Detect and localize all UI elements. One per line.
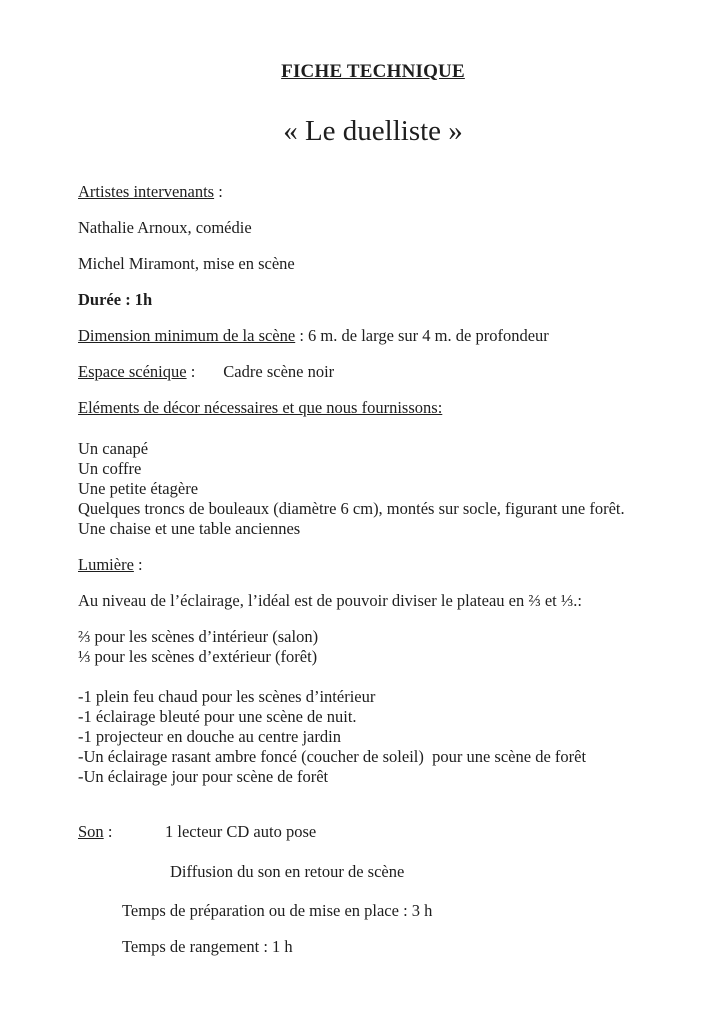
lumiere-label: Lumière xyxy=(78,555,134,574)
son-label-cell xyxy=(78,822,165,842)
espace-value: Cadre scène noir xyxy=(223,362,335,381)
lumiere-item: -Un éclairage rasant ambre foncé (coucher de soleil) pour une scène de forêt xyxy=(78,747,587,766)
espace-label: Espace scénique xyxy=(78,362,187,381)
lumiere-split-line: ⅔ pour les scènes d’intérieur (salon) xyxy=(78,627,319,646)
decor-item: Un canapé xyxy=(78,439,149,458)
decor-heading-line xyxy=(78,398,668,418)
decor-list xyxy=(78,439,668,539)
decor-item: Une chaise et une table anciennes xyxy=(78,519,301,538)
duration-line: Durée : 1h xyxy=(78,290,153,309)
lumiere-colon: : xyxy=(133,555,143,574)
son-colon: : xyxy=(103,822,113,841)
decor-heading: Eléments de décor nécessaires et que nous fournissons: xyxy=(78,398,443,417)
lumiere-item: -1 projecteur en douche au centre jardin xyxy=(78,727,341,746)
document-title xyxy=(78,60,668,83)
lumiere-item: -Un éclairage jour pour scène de forêt xyxy=(78,767,329,786)
lumiere-intro: Au niveau de l’éclairage, l’idéal est de pouvoir diviser le plateau en ⅔ et ⅓.: xyxy=(78,591,582,610)
dimension-line xyxy=(78,326,668,346)
lumiere-item: -1 éclairage bleuté pour une scène de nuit. xyxy=(78,707,357,726)
lumiere-item: -1 plein feu chaud pour les scènes d’intérieur xyxy=(78,687,376,706)
show-title: « Le duelliste » xyxy=(283,115,463,147)
storage-time-line: Temps de rangement : 1 h xyxy=(122,937,293,956)
artists-heading-line xyxy=(78,182,668,202)
dimension-value: : 6 m. de large sur 4 m. de profondeur xyxy=(295,326,549,345)
lumiere-heading-line xyxy=(78,555,668,575)
son-value: 1 lecteur CD auto pose xyxy=(165,822,317,841)
prep-time-line: Temps de préparation ou de mise en place : 3 h xyxy=(122,901,433,920)
dimension-label: Dimension minimum de la scène xyxy=(78,326,296,345)
espace-colon: : xyxy=(186,362,196,381)
decor-item: Un coffre xyxy=(78,459,142,478)
decor-item: Une petite étagère xyxy=(78,479,199,498)
artist-line: Nathalie Arnoux, comédie xyxy=(78,218,252,237)
lumiere-list xyxy=(78,687,668,787)
lumiere-split-list xyxy=(78,627,668,667)
lumiere-split-line: ⅓ pour les scènes d’extérieur (forêt) xyxy=(78,647,318,666)
son-line xyxy=(78,822,668,842)
artists-heading: Artistes intervenants xyxy=(78,182,215,201)
decor-item: Quelques troncs de bouleaux (diamètre 6 cm), montés sur socle, figurant une forêt. xyxy=(78,499,625,518)
son-label: Son xyxy=(78,822,104,841)
son-diffusion-line: Diffusion du son en retour de scène xyxy=(170,862,405,881)
artist-line: Michel Miramont, mise en scène xyxy=(78,254,295,273)
document-title-text: FICHE TECHNIQUE xyxy=(281,61,465,82)
espace-line xyxy=(78,362,668,382)
artists-heading-colon: : xyxy=(214,182,223,201)
